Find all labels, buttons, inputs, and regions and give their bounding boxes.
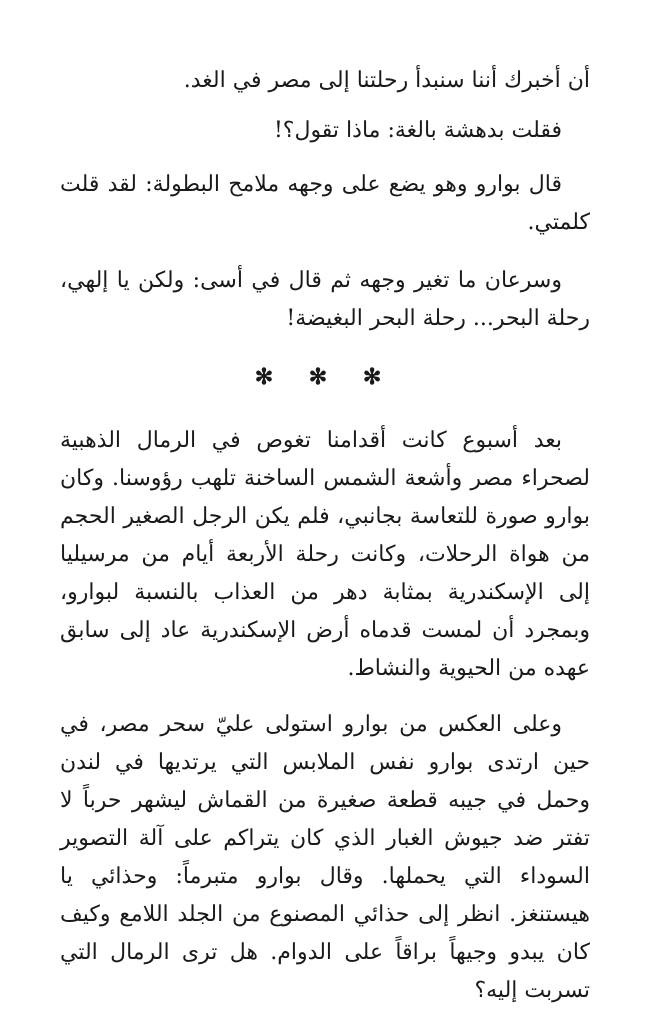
paragraph-2: فقلت بدهشة بالغة: ماذا تقول؟! [273, 118, 562, 143]
paragraph-3: قال بوارو وهو يضع على وجهه ملامح البطولة: لقد قلت كلمتي. [60, 172, 590, 235]
section-separator: ✻ ✻ ✻ [254, 364, 396, 390]
paragraph-1: أن أخبرك أننا سنبدأ رحلتنا إلى مصر في الغد. [183, 68, 590, 93]
paragraph-6: وعلى العكس من بوارو استولى عليّ سحر مصر، في حين ارتدى بوارو نفس الملابس التي يرتديها في لندن وحمل في جيبه قطعة صغيرة من القماش ليشهر حرباً لا تفتر ضد جيوش الغبار الذي كان يتراكم على آلة التصوير السوداء التي يحملها. وقال بوارو متبرماً: وحذائي يا هيستنغز. انظر إلى حذائي المصنوع من الجلد اللامع وكيف كان يبدو وجيهاً براقاً على الدوام. هل ترى الرمال التي تسربت إليه؟ [60, 712, 590, 1003]
paragraph-5: بعد أسبوع كانت أقدامنا تغوص في الرمال الذهبية لصحراء مصر وأشعة الشمس الساخنة تلهب رؤوسنا. وكان بوارو صورة للتعاسة بجانبي، فلم يكن الرجل الصغير الحجم من هواة الرحلات، وكانت رحلة الأربعة أيام من مرسيليا إلى الإسكندرية بمثابة دهر من العذاب بالنسبة لبوارو، وبمجرد أن لمست قدماه أرض الإسكندرية عاد إلى سابق عهده من الحيوية والنشاط. [60, 428, 590, 681]
book-page [60, 0, 590, 1003]
paragraph-4: وسرعان ما تغير وجهه ثم قال في أسى: ولكن يا إلهي، رحلة البحر... رحلة البحر البغيضة! [60, 268, 590, 331]
